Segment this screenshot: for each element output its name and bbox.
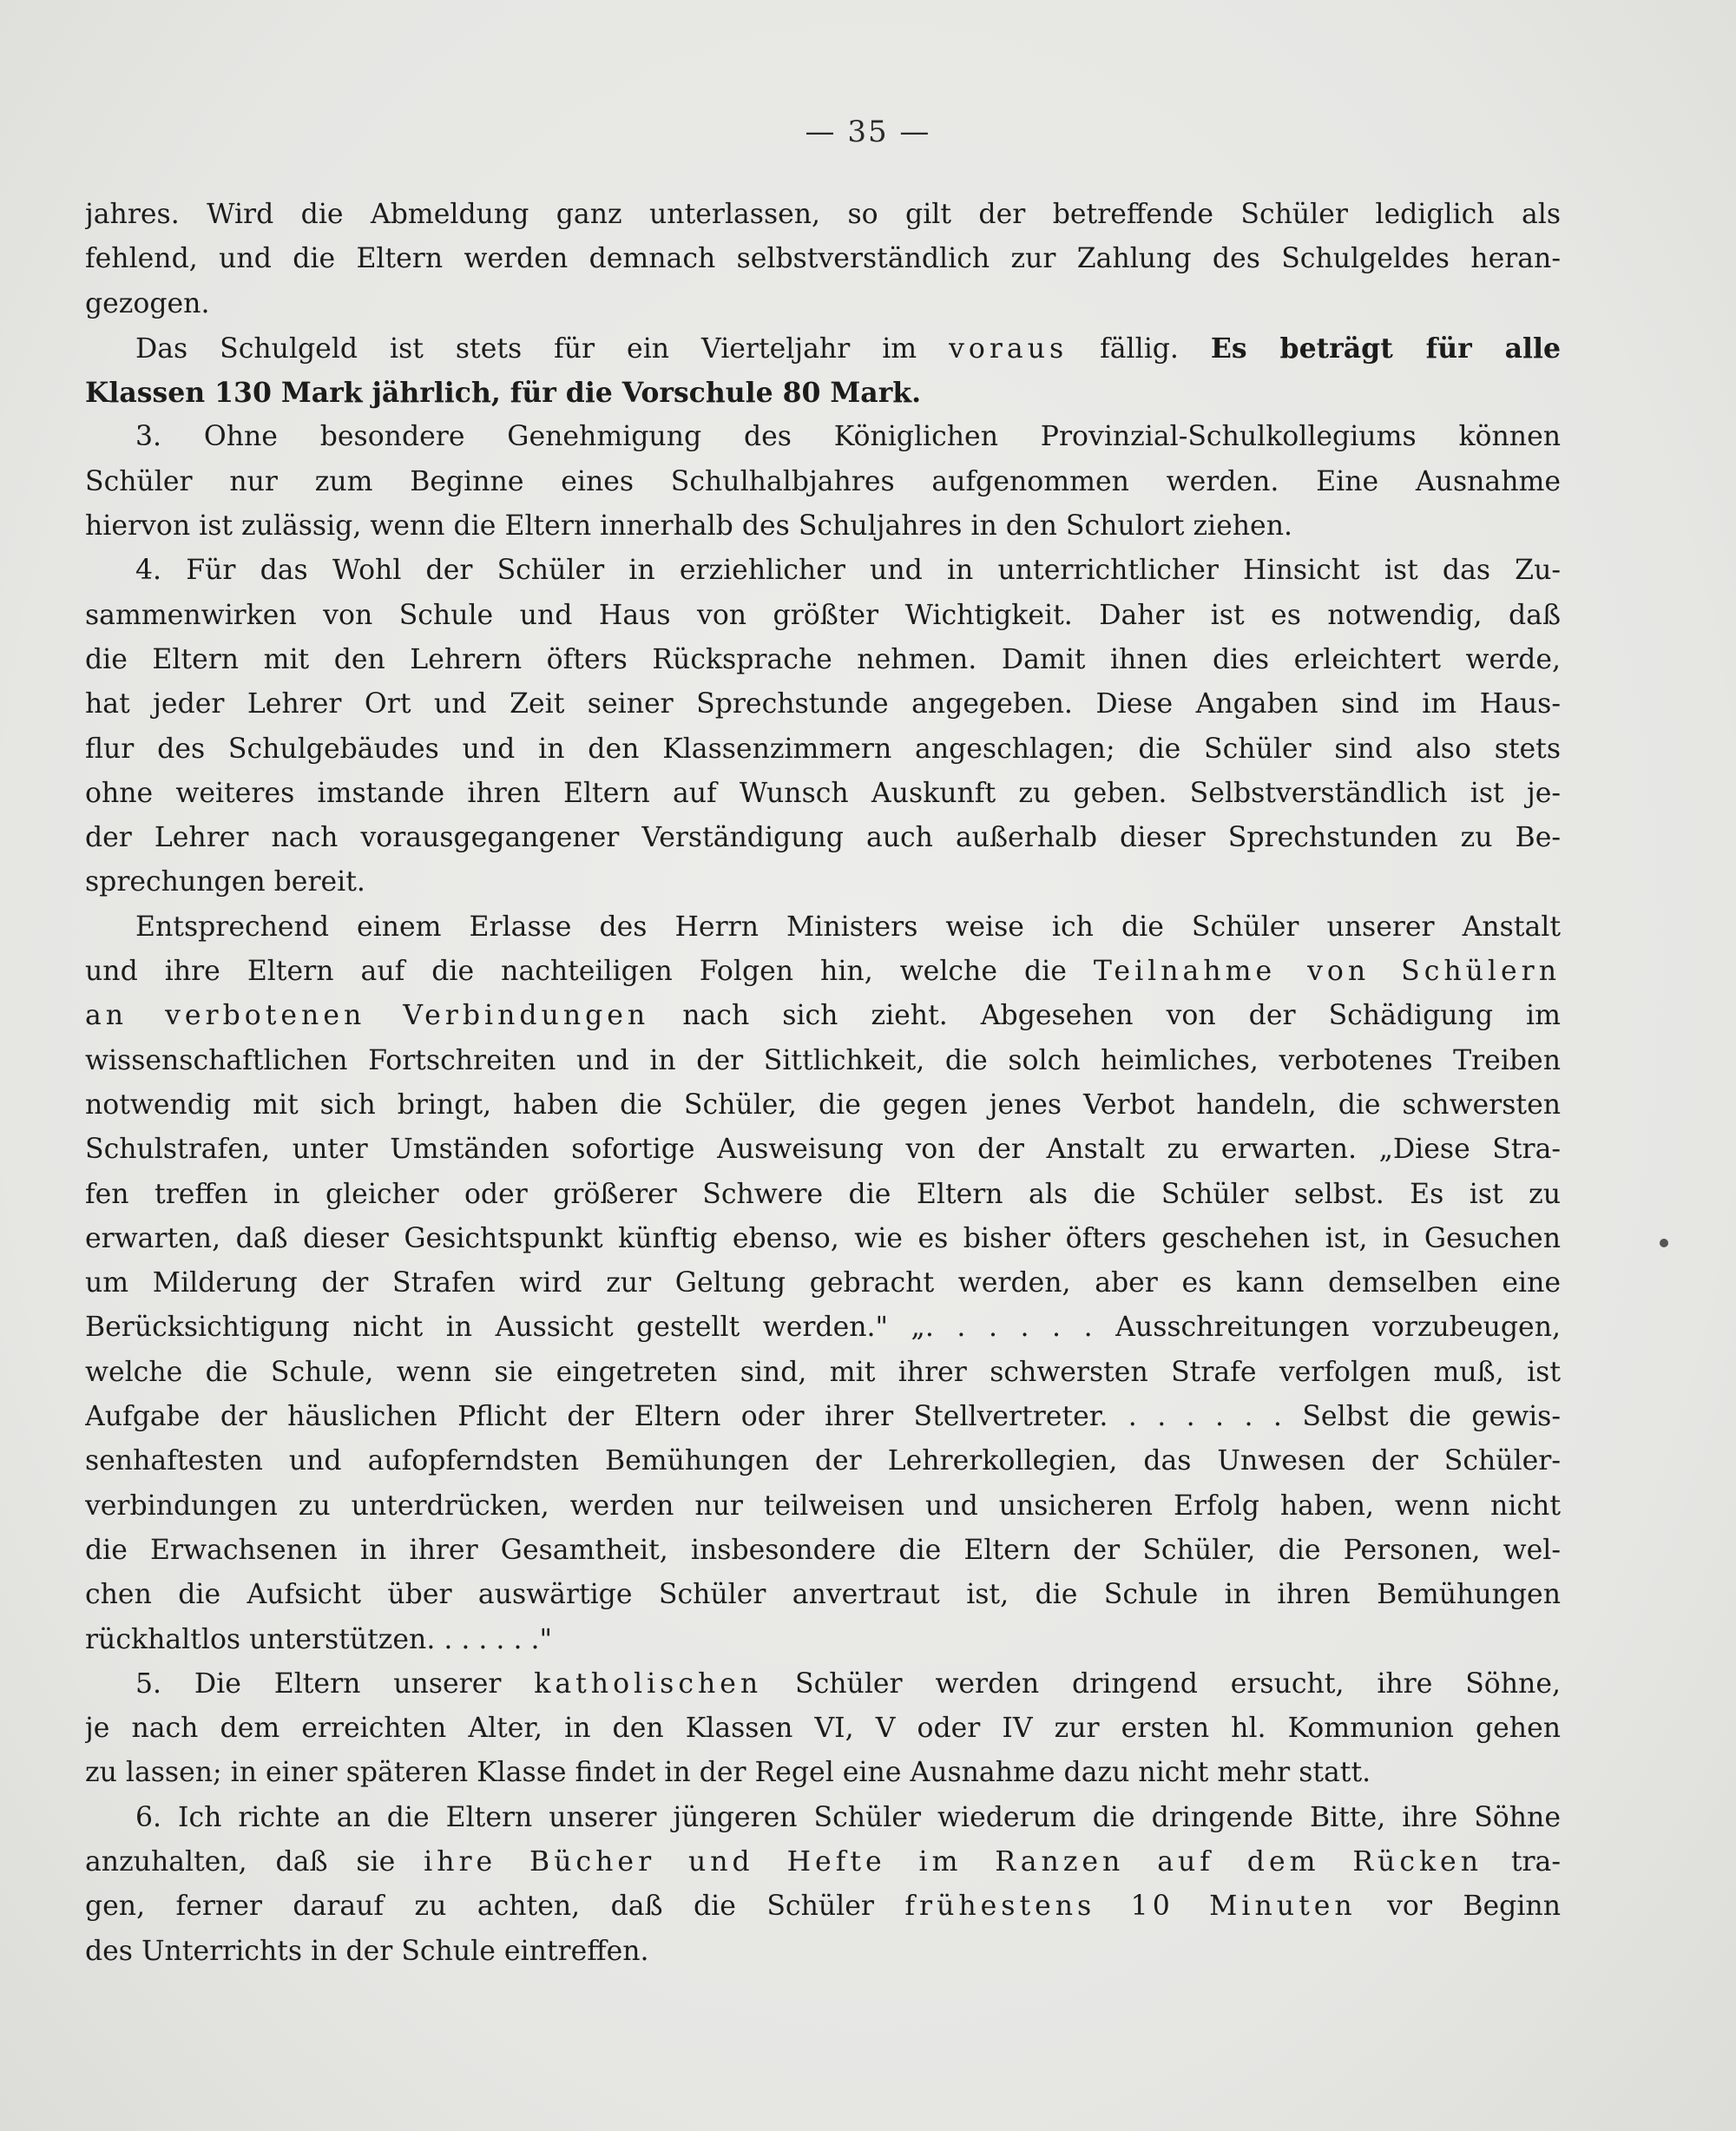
text-line: Schüler nur zum Beginne eines Schulhalbjahres aufgenommen werden. Eine Ausnahme xyxy=(85,465,1561,497)
text-line: hat jeder Lehrer Ort und Zeit seiner Sprechstunde angegeben. Diese Angaben sind im Haus- xyxy=(85,688,1561,720)
text-line: wissenschaftlichen Fortschreiten und in der Sittlichkeit, die solch heimliches, verbotenes Treiben xyxy=(85,1044,1561,1076)
text-line: verbindungen zu unterdrücken, werden nur teilweisen und unsicheren Erfolg haben, wenn nicht xyxy=(85,1490,1561,1522)
text-line: welche die Schule, wenn sie eingetreten sind, mit ihrer schwersten Strafe verfolgen muß, ist xyxy=(85,1356,1561,1388)
text-line: 5. Die Eltern unserer katholischen Schüler werden dringend ersucht, ihre Söhne, xyxy=(135,1667,1561,1700)
text-line: erwarten, daß dieser Gesichtspunkt künftig ebenso, wie es bisher öfters geschehen ist, in Gesuchen xyxy=(85,1222,1561,1254)
text-line: zu lassen; in einer späteren Klasse findet in der Regel eine Ausnahme dazu nicht mehr statt. xyxy=(85,1757,1371,1789)
text-line: und ihre Eltern auf die nachteiligen Folgen hin, welche die Teilnahme von Schülern xyxy=(85,956,1561,988)
text-line: Entsprechend einem Erlasse des Herrn Ministers weise ich die Schüler unserer Anstalt xyxy=(135,911,1561,943)
text-line: 3. Ohne besondere Genehmigung des Königlichen Provinzial-Schulkollegiums können xyxy=(135,421,1561,453)
text-line: gen, ferner darauf zu achten, daß die Schüler frühestens 10 Minuten vor Beginn xyxy=(85,1891,1561,1923)
text-line: 4. Für das Wohl der Schüler in erziehlicher und in unterrichtlicher Hinsicht ist das Zu- xyxy=(135,555,1561,587)
text-line: jahres. Wird die Abmeldung ganz unterlassen, so gilt der betreffende Schüler lediglich als xyxy=(85,199,1561,230)
text-line: der Lehrer nach vorausgegangener Verständigung auch außerhalb dieser Sprechstunden zu Be- xyxy=(85,822,1561,854)
text-line: fehlend, und die Eltern werden demnach selbstverständlich zur Zahlung des Schulgeldes heran- xyxy=(85,243,1561,275)
text-line: Das Schulgeld ist stets für ein Vierteljahr im voraus fällig. Es beträgt für alle xyxy=(135,332,1561,365)
text-line: sprechungen bereit. xyxy=(85,866,365,898)
text-line: senhaftesten und aufopferndsten Bemühungen der Lehrerkollegien, das Unwesen der Schüler- xyxy=(85,1445,1561,1477)
text-line: die Erwachsenen in ihrer Gesamtheit, insbesondere die Eltern der Schüler, die Personen, wel- xyxy=(85,1534,1561,1566)
body-text xyxy=(85,193,1561,1974)
text-line: je nach dem erreichten Alter, in den Klassen VI, V oder IV zur ersten hl. Kommunion gehen xyxy=(85,1713,1561,1745)
text-line: ohne weiteres imstande ihren Eltern auf Wunsch Auskunft zu geben. Selbstverständlich ist je- xyxy=(85,777,1561,809)
text-line: Aufgabe der häuslichen Pflicht der Eltern oder ihrer Stellvertreter. . . . . . . Selbst die gewis- xyxy=(85,1401,1561,1433)
page-number: — 35 — xyxy=(805,115,931,149)
text-line: flur des Schulgebäudes und in den Klassenzimmern angeschlagen; die Schüler sind also stets xyxy=(85,733,1561,765)
text-line: hiervon ist zulässig, wenn die Eltern innerhalb des Schuljahres in den Schulort ziehen. xyxy=(85,510,1292,543)
text-line: um Milderung der Strafen wird zur Geltung gebracht werden, aber es kann demselben eine xyxy=(85,1267,1561,1299)
text-line: an verbotenen Verbindungen nach sich zieht. Abgesehen von der Schädigung im xyxy=(85,1000,1561,1032)
text-line: notwendig mit sich bringt, haben die Schüler, die gegen jenes Verbot handeln, die schwersten xyxy=(85,1089,1561,1121)
text-line: Klassen 130 Mark jährlich, für die Vorschule 80 Mark. xyxy=(85,377,922,410)
text-line: Berücksichtigung nicht in Aussicht gestellt werden." „. . . . . . Ausschreitungen vorzubeugen, xyxy=(85,1312,1561,1344)
text-line: fen treffen in gleicher oder größerer Schwere die Eltern als die Schüler selbst. Es ist zu xyxy=(85,1178,1561,1210)
text-line: rückhaltlos unterstützen. . . . . . ." xyxy=(85,1623,552,1655)
speck xyxy=(1660,1239,1668,1247)
text-line: chen die Aufsicht über auswärtige Schüler anvertraut ist, die Schule in ihren Bemühungen xyxy=(85,1579,1561,1611)
text-line: anzuhalten, daß sie ihre Bücher und Hefte im Ranzen auf dem Rücken tra- xyxy=(85,1845,1561,1878)
text-line: 6. Ich richte an die Eltern unserer jüngeren Schüler wiederum die dringende Bitte, ihre Söhne xyxy=(135,1801,1561,1833)
text-line: des Unterrichts in der Schule eintreffen. xyxy=(85,1935,649,1967)
text-line: Schulstrafen, unter Umständen sofortige Ausweisung von der Anstalt zu erwarten. „Diese Stra- xyxy=(85,1134,1561,1166)
text-line: gezogen. xyxy=(85,287,210,319)
text-line: sammenwirken von Schule und Haus von größter Wichtigkeit. Daher ist es notwendig, daß xyxy=(85,599,1561,631)
text-line: die Eltern mit den Lehrern öfters Rücksprache nehmen. Damit ihnen dies erleichtert werde, xyxy=(85,643,1561,675)
